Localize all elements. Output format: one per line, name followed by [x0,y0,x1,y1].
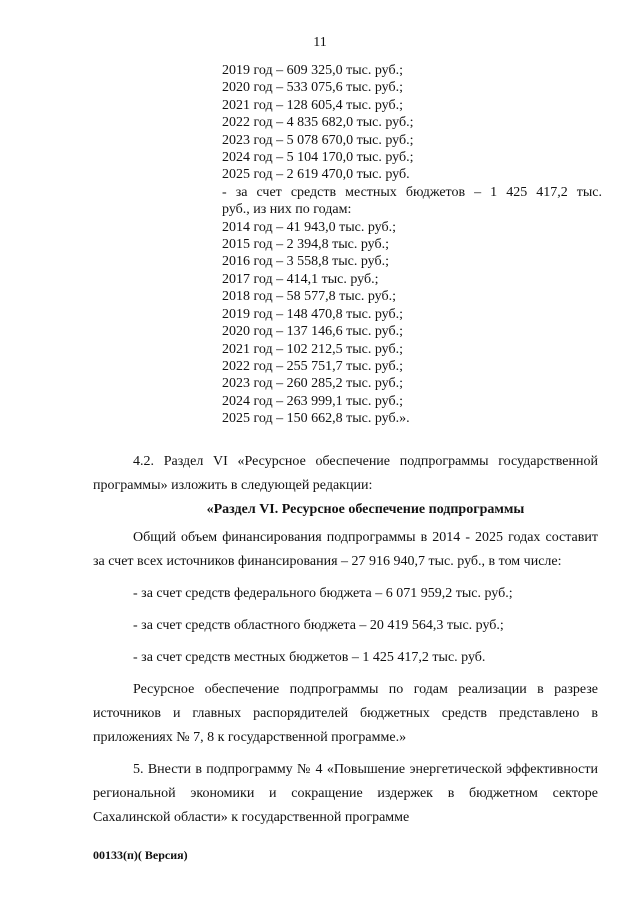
list-item: 2025 год – 2 619 470,0 тыс. руб. [222,167,410,183]
funding-by-year-list [222,62,602,428]
list-item: 2019 год – 609 325,0 тыс. руб.; [222,63,403,78]
paragraph-total-funding: Общий объем финансирования подпрограммы в 2014 - 2025 годах составит за счет всех источников финансирования – 27 916 940,7 тыс. руб., в том числе: [93,530,598,569]
list-item: 2020 год – 137 146,6 тыс. руб.; [222,324,403,340]
list-item: 2021 год – 128 605,4 тыс. руб.; [222,97,403,113]
list-item: 2025 год – 150 662,8 тыс. руб.». [222,411,410,427]
list-item: 2018 год – 58 577,8 тыс. руб.; [222,289,396,305]
paragraph-resource: Ресурсное обеспечение подпрограммы по годам реализации в разрезе источников и главных распорядителей бюджетных средств представлено в приложениях № 7, 8 к государственной программе.» [93,682,598,745]
local-budget-line-cont: руб., из них по годам: [222,202,352,218]
list-item: 2020 год – 533 075,6 тыс. руб.; [222,80,403,96]
list-item: 2017 год – 414,1 тыс. руб.; [222,271,379,287]
federal-budget-line: - за счет средств федерального бюджета – 6 071 959,2 тыс. руб.; [133,586,513,601]
list-item: 2015 год – 2 394,8 тыс. руб.; [222,237,389,253]
section-body [93,450,598,830]
page-number: 11 [313,35,327,50]
section-heading: «Раздел VI. Ресурсное обеспечение подпрограммы [206,502,525,517]
list-item: 2021 год – 102 212,5 тыс. руб.; [222,341,403,357]
paragraph-5: 5. Внести в подпрограмму № 4 «Повышение энергетической эффективности региональной экономики и сокращение издержек в бюджетном секторе Сахалинской области» к государственной программе [93,762,598,825]
list-item: 2024 год – 263 999,1 тыс. руб.; [222,393,403,409]
footer-code: 00133(п)( Версия) [93,848,188,862]
local-budget-line: - за счет средств местных бюджетов – 1 425 417,2 тыс. [222,184,602,200]
list-item: 2022 год – 255 751,7 тыс. руб.; [222,358,403,374]
regional-budget-line: - за счет средств областного бюджета – 20 419 564,3 тыс. руб.; [133,618,504,633]
list-item: 2024 год – 5 104 170,0 тыс. руб.; [222,150,414,166]
list-item: 2016 год – 3 558,8 тыс. руб.; [222,254,389,270]
list-item: 2022 год – 4 835 682,0 тыс. руб.; [222,115,414,131]
local-budget-total-line: - за счет средств местных бюджетов – 1 425 417,2 тыс. руб. [133,650,486,665]
list-item: 2023 год – 260 285,2 тыс. руб.; [222,376,403,392]
list-item: 2023 год – 5 078 670,0 тыс. руб.; [222,132,414,148]
list-item: 2019 год – 148 470,8 тыс. руб.; [222,306,403,322]
paragraph-4-2: 4.2. Раздел VI «Ресурсное обеспечение подпрограммы государственной программы» изложить в следующей редакции: [93,454,598,493]
list-item: 2014 год – 41 943,0 тыс. руб.; [222,219,396,235]
